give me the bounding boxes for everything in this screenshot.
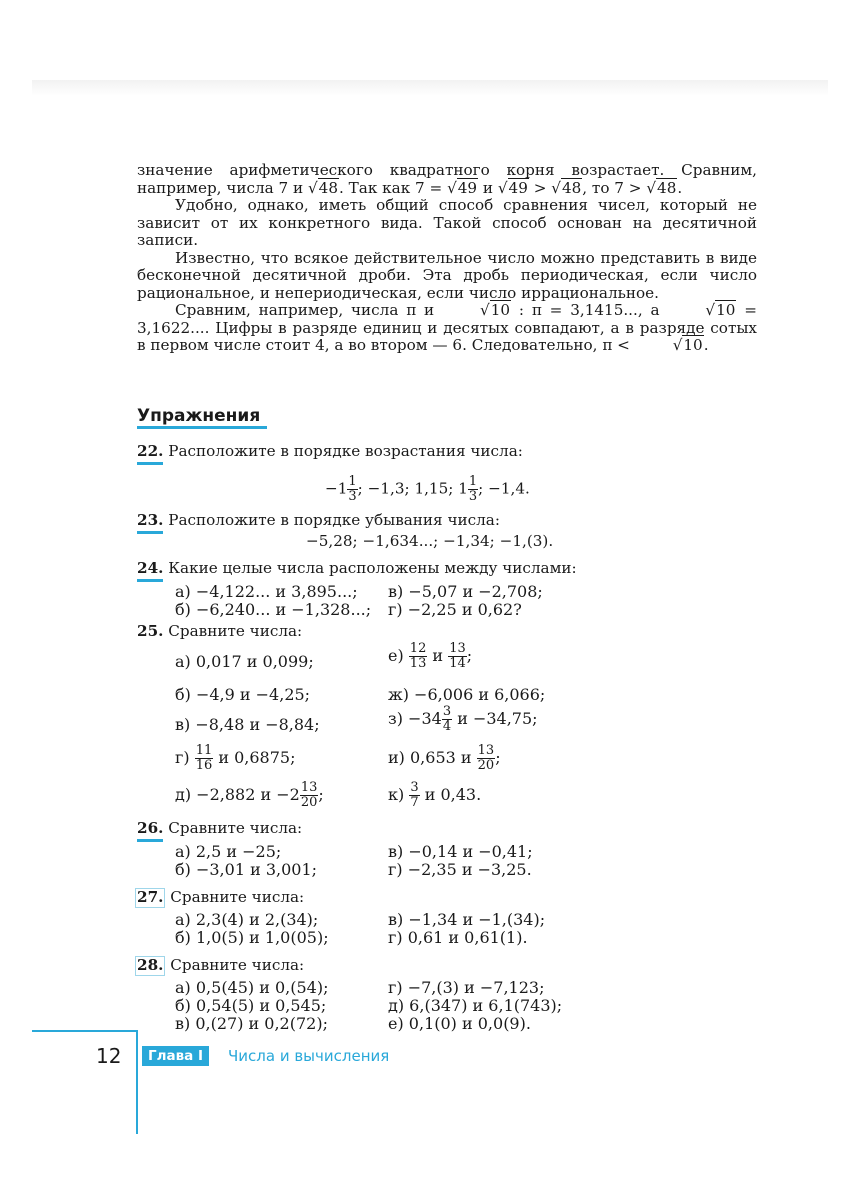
- ex27-g: г) 0,61 и 0,61(1).: [388, 928, 528, 947]
- page-number: 12: [96, 1044, 122, 1068]
- ex25-b: б) −4,9 и −4,25;: [175, 685, 311, 704]
- exercise-text: Сравните числа:: [170, 956, 305, 974]
- exercise-number: 27.: [137, 888, 164, 906]
- exercise-text: Какие целые числа расположены между числами:: [168, 559, 577, 577]
- intro-paragraph-1: значение арифметического квадратного корня возрастает. Сравним, например, числа 7 и √48. Так как 7 = √49 и √49 > √48, то 7 > √48.: [137, 161, 757, 197]
- intro-paragraph-4: Сравним, например, числа π и √10 : π = 3,1415..., а √10 = 3,1622.... Цифры в разряде единиц и десятых совпадают, а в разряде сотых в первом числе стоит 4, а во втором — 6. Следовательно, π < √10.: [137, 301, 757, 354]
- ex25-z: з) −34 $\frac{3}{4}$ и −34,75;: [388, 704, 538, 734]
- ex26-g: г) −2,35 и −3,25.: [388, 860, 532, 879]
- intro-paragraph-2: Удобно, однако, иметь общий способ сравнения чисел, который не зависит от их конкретного вида. Такой способ основан на десятичной записи.: [137, 196, 757, 249]
- footer-rule-vertical: [136, 1030, 138, 1134]
- exercise-22: [137, 443, 757, 461]
- ex25-d: д) −2,882 и −2 $\frac{13}{20}$ ;: [175, 780, 324, 810]
- exercise-number: 25.: [137, 622, 164, 640]
- footer-rule-horizontal: [32, 1030, 138, 1032]
- exercise-22-numbers: −1 $\frac{1}{3}$ ; −1,3; 1,15; 1 $\frac{1}{3}$ ; −1,4.: [325, 474, 530, 504]
- ex27-a: а) 2,3(4) и 2,(34);: [175, 910, 319, 929]
- ex27-v: в) −1,34 и −1,(34);: [388, 910, 546, 929]
- ex24-a: а) −4,122... и 3,895...;: [175, 582, 358, 601]
- ex28-b: б) 0,54(5) и 0,545;: [175, 996, 327, 1015]
- ex25-a: а) 0,017 и 0,099;: [175, 652, 314, 671]
- exercise-number: 23.: [137, 511, 164, 529]
- ex25-k: к) $\frac{3}{7}$ и 0,43.: [388, 780, 482, 810]
- intro-text: [137, 162, 757, 355]
- top-shade: [32, 80, 828, 96]
- exercise-27: [137, 888, 757, 908]
- ex25-i: и) 0,653 и $\frac{13}{20}$ ;: [388, 743, 501, 773]
- ex28-a: а) 0,5(45) и 0,(54);: [175, 978, 329, 997]
- exercise-26: [137, 820, 757, 838]
- exercise-number: 24.: [137, 559, 164, 577]
- exercise-number: 26.: [137, 819, 164, 837]
- intro-paragraph-3: Известно, что всякое действительное число можно представить в виде бесконечной десятичной дроби. Эта дробь периодическая, если число рациональное, и непериодическая, если число иррациональное.: [137, 248, 757, 302]
- ex26-a: а) 2,5 и −25;: [175, 842, 282, 861]
- ex27-b: б) 1,0(5) и 1,0(05);: [175, 928, 329, 947]
- exercise-text: Сравните числа:: [170, 888, 305, 906]
- exercise-25: [137, 623, 757, 641]
- exercise-24: [137, 560, 757, 578]
- exercise-text: Сравните числа:: [168, 819, 303, 837]
- exercise-number: 22.: [137, 442, 164, 460]
- ex28-g: г) −7,(3) и −7,123;: [388, 978, 545, 997]
- ex24-v: в) −5,07 и −2,708;: [388, 582, 543, 601]
- chapter-label: Глава I: [142, 1046, 209, 1066]
- ex24-b: б) −6,240... и −1,328...;: [175, 600, 372, 619]
- exercise-23-numbers: −5,28; −1,634...; −1,34; −1,(3).: [306, 532, 554, 550]
- ex28-v: в) 0,(27) и 0,2(72);: [175, 1014, 328, 1033]
- exercise-text: Сравните числа:: [168, 622, 303, 640]
- ex28-d: д) 6,(347) и 6,1(743);: [388, 996, 563, 1015]
- ex24-g: г) −2,25 и 0,62?: [388, 600, 522, 619]
- exercise-23: [137, 512, 757, 530]
- section-title: Упражнения: [137, 406, 261, 426]
- exercise-28: [137, 956, 757, 976]
- section-underline: [137, 426, 267, 429]
- sqrt-48: √48: [307, 178, 338, 197]
- exercise-number: 28.: [137, 956, 164, 974]
- ex26-v: в) −0,14 и −0,41;: [388, 842, 533, 861]
- ex26-b: б) −3,01 и 3,001;: [175, 860, 318, 879]
- exercise-text: Расположите в порядке убывания числа:: [168, 511, 500, 529]
- ex25-v: в) −8,48 и −8,84;: [175, 715, 320, 734]
- ex25-g: г) $\frac{11}{16}$ и 0,6875;: [175, 743, 296, 773]
- chapter-title: Числа и вычисления: [228, 1047, 390, 1065]
- ex25-zh: ж) −6,006 и 6,066;: [388, 685, 546, 704]
- ex25-e: е) $\frac{12}{13}$ и $\frac{13}{14}$ ;: [388, 641, 473, 671]
- ex28-e: е) 0,1(0) и 0,0(9).: [388, 1014, 531, 1033]
- exercise-text: Расположите в порядке возрастания числа:: [168, 442, 523, 460]
